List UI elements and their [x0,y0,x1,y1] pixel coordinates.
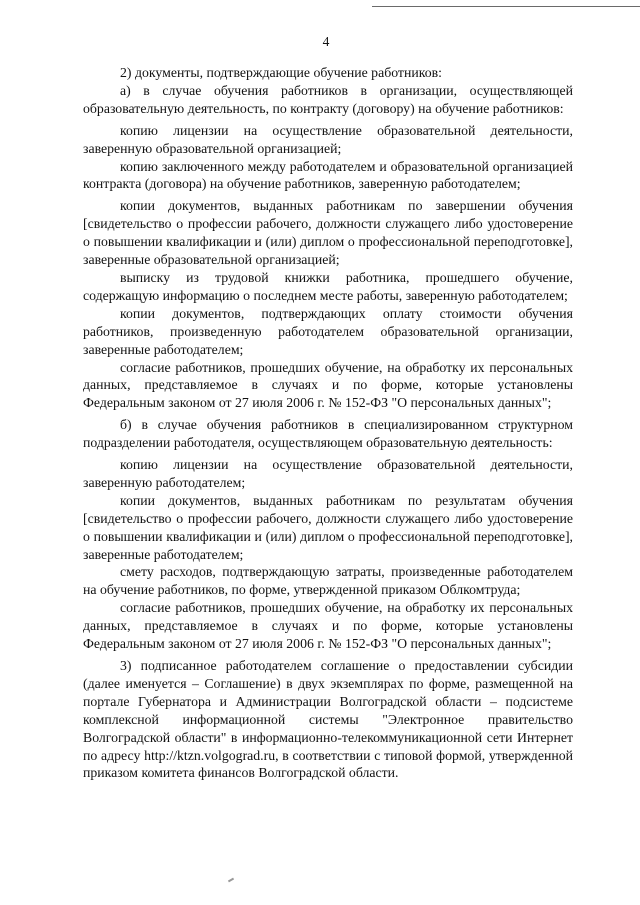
paragraph: смету расходов, подтверждающую затраты, произведенные работодателем на обучение работников, по форме, утвержденной приказом Облкомтруда; [83,564,573,598]
paragraph: согласие работников, прошедших обучение, на обработку их персональных данных, представляемое в случаях и по форме, которые установлены Федеральным законом от 27 июля 2006 г. № 152-ФЗ "О персональных данных"; [83,600,573,652]
scan-speck [228,878,234,883]
paragraph: копию лицензии на осуществление образовательной деятельности, заверенную образовательной организацией; [83,122,573,156]
top-border-line [372,6,640,7]
paragraph: согласие работников, прошедших обучение, на обработку их персональных данных, представляемое в случаях и по форме, которые установлены Федеральным законом от 27 июля 2006 г. № 152-ФЗ "О персональных данных"; [83,359,573,411]
paragraph: выписку из трудовой книжки работника, прошедшего обучение, содержащую информацию о последнем месте работы, заверенную работодателем; [83,269,573,303]
page-number: 4 [322,34,330,49]
paragraph: б) в случае обучения работников в специализированном структурном подразделении работодателя, осуществляющем образовательную деятельность: [83,417,573,451]
paragraph: копии документов, выданных работникам по результатам обучения [свидетельство о профессии рабочего, должности служащего либо удостоверение о повышении квалификации и (или) диплом о профессиональной переподготовке], заверенные работодателем; [83,492,573,562]
paragraph: 2) документы, подтверждающие обучение работников: [120,65,442,80]
paragraph: копию лицензии на осуществление образовательной деятельности, заверенную работодателем; [83,457,573,490]
paragraph: копию заключенного между работодателем и образовательной организацией контракта (договора) на обучение работников, заверенную работодателем; [83,158,573,192]
paragraph: копии документов, выданных работникам по завершении обучения [свидетельство о профессии рабочего, должности служащего либо удостоверение о повышении квалификации и (или) диплом о профессиональной переподготовке], заверенные образовательной организацией; [83,198,573,268]
paragraph: 3) подписанное работодателем соглашение о предоставлении субсидии (далее именуется – Соглашение) в двух экземплярах по форме, размещенной на портале Губернатора и Администрации Волгоградской области – подсистеме комплексной информационной системы "Электронное правительство Волгоградской области" в информационно-телекоммуникационной сети Интернет по адресу http://ktzn.volgograd.ru, в соответствии с типовой формой, утвержденной приказом комитета финансов Волгоградской области. [83,658,573,781]
paragraph: копии документов, подтверждающих оплату стоимости обучения работников, произведенную работодателем образовательной организации, заверенные работодателем; [83,305,573,357]
paragraph: а) в случае обучения работников в организации, осуществляющей образовательную деятельность, по контракту (договору) на обучение работников: [83,82,573,116]
document-body [83,64,573,782]
